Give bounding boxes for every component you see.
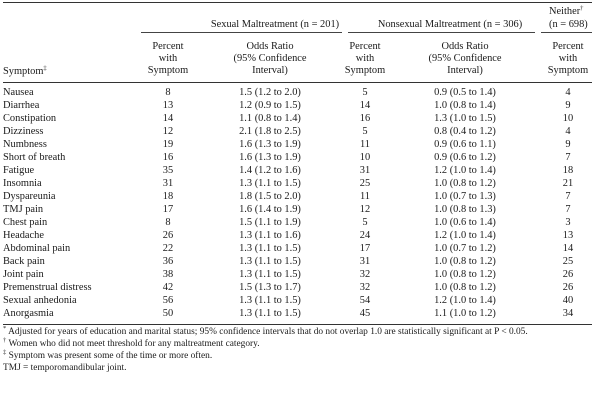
nonsexual-percent-cell: 11 <box>359 191 370 202</box>
sexual-or-cell: 1.5 (1.3 to 1.7) <box>239 282 301 293</box>
sexual-or-cell: 1.6 (1.4 to 1.9) <box>239 204 301 215</box>
sexual-or-cell: 1.3 (1.1 to 1.5) <box>239 308 301 319</box>
nonsexual-or-cell: 1.0 (0.7 to 1.3) <box>434 191 496 202</box>
symptom-cell: Numbness <box>3 139 47 150</box>
nonsexual-group-header: Nonsexual Maltreatment (n = 306) <box>377 19 523 30</box>
symptom-cell: Premenstrual distress <box>3 282 92 293</box>
symptom-cell: Abdominal pain <box>3 243 71 254</box>
symptom-cell: Diarrhea <box>3 100 40 111</box>
neither-percent-cell: 9 <box>565 100 571 111</box>
neither-percent-cell: 40 <box>562 295 574 306</box>
neither-percent-cell: 18 <box>562 165 574 176</box>
nonsexual-or-cell: 1.2 (1.0 to 1.4) <box>434 295 496 306</box>
sexual-or-cell: 1.1 (0.8 to 1.4) <box>239 113 301 124</box>
sexual-or-cell: 1.6 (1.3 to 1.9) <box>239 139 301 150</box>
nonsexual-or-cell: 1.2 (1.0 to 1.4) <box>434 230 496 241</box>
nonsexual-percent-cell: 5 <box>362 217 368 228</box>
sexual-percent-cell: 12 <box>162 126 174 137</box>
header-line: (95% Confidence <box>428 53 502 64</box>
nonsexual-or-cell: 0.9 (0.6 to 1.1) <box>434 139 496 150</box>
nonsexual-or-cell: 1.2 (1.0 to 1.4) <box>434 165 496 176</box>
header-line: Interval) <box>447 65 483 76</box>
sexual-or-cell: 1.3 (1.1 to 1.5) <box>239 243 301 254</box>
symptom-cell: Short of breath <box>3 152 66 163</box>
footnote-mark: † <box>3 337 7 344</box>
symptom-column-header <box>3 66 47 78</box>
symptom-cell: Joint pain <box>3 269 44 280</box>
footnote-text: TMJ = temporomandibular joint. <box>3 363 127 373</box>
nonsexual-or-cell: 1.0 (0.8 to 1.2) <box>434 256 496 267</box>
sexual-or-header <box>215 41 325 77</box>
nonsexual-or-cell: 1.0 (0.8 to 1.4) <box>434 100 496 111</box>
sexual-percent-cell: 38 <box>162 269 174 280</box>
header-line: Symptom <box>344 65 386 76</box>
symptom-cell: Constipation <box>3 113 57 124</box>
sexual-percent-cell: 26 <box>162 230 174 241</box>
header-line: with <box>158 53 178 64</box>
sexual-percent-cell: 22 <box>162 243 174 254</box>
header-line: Symptom <box>147 65 189 76</box>
sexual-or-cell: 1.3 (1.1 to 1.6) <box>239 230 301 241</box>
symptom-cell: Back pain <box>3 256 45 267</box>
symptom-cell: Nausea <box>3 87 34 98</box>
nonsexual-percent-cell: 14 <box>359 100 371 111</box>
neither-percent-header <box>541 41 595 77</box>
nonsexual-or-cell: 1.0 (0.8 to 1.2) <box>434 282 496 293</box>
symptom-cell: Dyspareunia <box>3 191 56 202</box>
header-line: Percent <box>552 41 584 52</box>
nonsexual-percent-cell: 12 <box>359 204 371 215</box>
nonsexual-percent-cell: 5 <box>362 126 368 137</box>
neither-percent-cell: 26 <box>562 282 574 293</box>
sexual-percent-cell: 19 <box>162 139 174 150</box>
sexual-or-cell: 2.1 (1.8 to 2.5) <box>239 126 301 137</box>
header-line: Odds Ratio <box>441 41 489 52</box>
sexual-percent-cell: 36 <box>162 256 174 267</box>
sexual-percent-cell: 16 <box>162 152 174 163</box>
neither-percent-cell: 4 <box>565 126 571 137</box>
neither-group-header <box>549 6 595 18</box>
header-line: with <box>355 53 375 64</box>
sexual-percent-cell: 8 <box>165 217 171 228</box>
sexual-group-header: Sexual Maltreatment (n = 201) <box>210 19 340 30</box>
symptom-cell: Headache <box>3 230 44 241</box>
header-line: (95% Confidence <box>233 53 307 64</box>
table-bottom-rule <box>3 324 592 325</box>
header-bottom-rule <box>3 82 592 83</box>
nonsexual-percent-cell: 32 <box>359 269 371 280</box>
nonsexual-percent-cell: 17 <box>359 243 371 254</box>
nonsexual-or-cell: 0.8 (0.4 to 1.2) <box>434 126 496 137</box>
symptom-cell: Anorgasmia <box>3 308 54 319</box>
sexual-or-cell: 1.2 (0.9 to 1.5) <box>239 100 301 111</box>
symptom-cell: TMJ pain <box>3 204 44 215</box>
footnote-text: Symptom was present some of the time or more often. <box>8 351 213 361</box>
nonsexual-percent-cell: 54 <box>359 295 371 306</box>
symptom-cell: Insomnia <box>3 178 42 189</box>
nonsexual-percent-cell: 45 <box>359 308 371 319</box>
sexual-percent-cell: 31 <box>162 178 174 189</box>
neither-percent-cell: 9 <box>565 139 571 150</box>
header-line: Percent <box>152 41 184 52</box>
sexual-percent-cell: 13 <box>162 100 174 111</box>
header-line: with <box>558 53 578 64</box>
nonsexual-or-cell: 1.0 (0.7 to 1.2) <box>434 243 496 254</box>
neither-percent-cell: 26 <box>562 269 574 280</box>
nonsexual-or-header <box>410 41 520 77</box>
footnote-adjusted <box>3 327 528 339</box>
footnote-text: Adjusted for years of education and marital status; 95% confidence intervals that do not overlap 1.0 are statistically significant at P < 0.05. <box>8 327 528 337</box>
header-line: Percent <box>349 41 381 52</box>
sexual-or-cell: 1.6 (1.3 to 1.9) <box>239 152 301 163</box>
neither-percent-cell: 21 <box>562 178 574 189</box>
symptom-cell: Dizziness <box>3 126 44 137</box>
sexual-percent-cell: 56 <box>162 295 174 306</box>
nonsexual-or-cell: 0.9 (0.5 to 1.4) <box>434 87 496 98</box>
footnote-text: Women who did not meet threshold for any maltreatment category. <box>8 339 260 349</box>
neither-footnote-mark: † <box>580 5 584 12</box>
sexual-percent-cell: 50 <box>162 308 174 319</box>
header-line: Interval) <box>252 65 288 76</box>
sexual-percent-cell: 35 <box>162 165 174 176</box>
footnote-neither <box>3 339 260 351</box>
sexual-percent-cell: 17 <box>162 204 174 215</box>
nonsexual-percent-cell: 32 <box>359 282 371 293</box>
nonsexual-percent-cell: 5 <box>362 87 368 98</box>
nonsexual-percent-cell: 11 <box>359 139 370 150</box>
neither-header-rule <box>541 32 592 33</box>
sexual-or-cell: 1.3 (1.1 to 1.5) <box>239 269 301 280</box>
header-line: Odds Ratio <box>246 41 294 52</box>
nonsexual-percent-cell: 24 <box>359 230 371 241</box>
sexual-or-cell: 1.5 (1.2 to 2.0) <box>239 87 301 98</box>
nonsexual-percent-cell: 10 <box>359 152 371 163</box>
nonsexual-or-cell: 1.0 (0.6 to 1.4) <box>434 217 496 228</box>
nonsexual-or-cell: 1.0 (0.8 to 1.3) <box>434 204 496 215</box>
sexual-percent-cell: 14 <box>162 113 174 124</box>
footnote-symptom <box>3 351 212 363</box>
sexual-or-cell: 1.3 (1.1 to 1.5) <box>239 295 301 306</box>
neither-percent-cell: 7 <box>565 191 571 202</box>
sexual-or-cell: 1.4 (1.2 to 1.6) <box>239 165 301 176</box>
table-top-rule <box>3 2 592 3</box>
neither-percent-cell: 7 <box>565 204 571 215</box>
nonsexual-header-rule <box>348 32 535 33</box>
nonsexual-percent-cell: 25 <box>359 178 371 189</box>
header-line: Symptom <box>547 65 589 76</box>
neither-percent-cell: 25 <box>562 256 574 267</box>
sexual-or-cell: 1.3 (1.1 to 1.5) <box>239 178 301 189</box>
sexual-or-cell: 1.5 (1.1 to 1.9) <box>239 217 301 228</box>
sexual-percent-cell: 18 <box>162 191 174 202</box>
symptom-cell: Sexual anhedonia <box>3 295 77 306</box>
nonsexual-percent-cell: 31 <box>359 165 371 176</box>
neither-percent-cell: 14 <box>562 243 574 254</box>
neither-percent-cell: 13 <box>562 230 574 241</box>
neither-n-label: (n = 698) <box>549 19 588 30</box>
footnote-tmj <box>3 363 127 375</box>
sexual-or-cell: 1.8 (1.5 to 2.0) <box>239 191 301 202</box>
symptom-footnote-mark: ‡ <box>43 65 47 72</box>
nonsexual-or-cell: 1.3 (1.0 to 1.5) <box>434 113 496 124</box>
nonsexual-percent-cell: 31 <box>359 256 371 267</box>
nonsexual-or-cell: 0.9 (0.6 to 1.2) <box>434 152 496 163</box>
footnote-mark: ‡ <box>3 349 7 356</box>
neither-percent-cell: 10 <box>562 113 574 124</box>
nonsexual-percent-cell: 16 <box>359 113 371 124</box>
sexual-percent-cell: 8 <box>165 87 171 98</box>
sexual-percent-cell: 42 <box>162 282 174 293</box>
neither-percent-cell: 7 <box>565 152 571 163</box>
neither-percent-cell: 4 <box>565 87 571 98</box>
sexual-header-rule <box>141 32 342 33</box>
neither-percent-cell: 3 <box>565 217 571 228</box>
nonsexual-or-cell: 1.1 (1.0 to 1.2) <box>434 308 496 319</box>
footnote-mark: * <box>3 325 7 332</box>
sexual-or-cell: 1.3 (1.1 to 1.5) <box>239 256 301 267</box>
nonsexual-or-cell: 1.0 (0.8 to 1.2) <box>434 269 496 280</box>
nonsexual-or-cell: 1.0 (0.8 to 1.2) <box>434 178 496 189</box>
neither-percent-cell: 34 <box>562 308 574 319</box>
neither-label: Neither <box>549 6 581 17</box>
nonsexual-percent-header <box>337 41 393 77</box>
symptom-cell: Chest pain <box>3 217 48 228</box>
symptom-cell: Fatigue <box>3 165 35 176</box>
symptom-label: Symptom <box>3 66 44 77</box>
sexual-percent-header <box>140 41 196 77</box>
